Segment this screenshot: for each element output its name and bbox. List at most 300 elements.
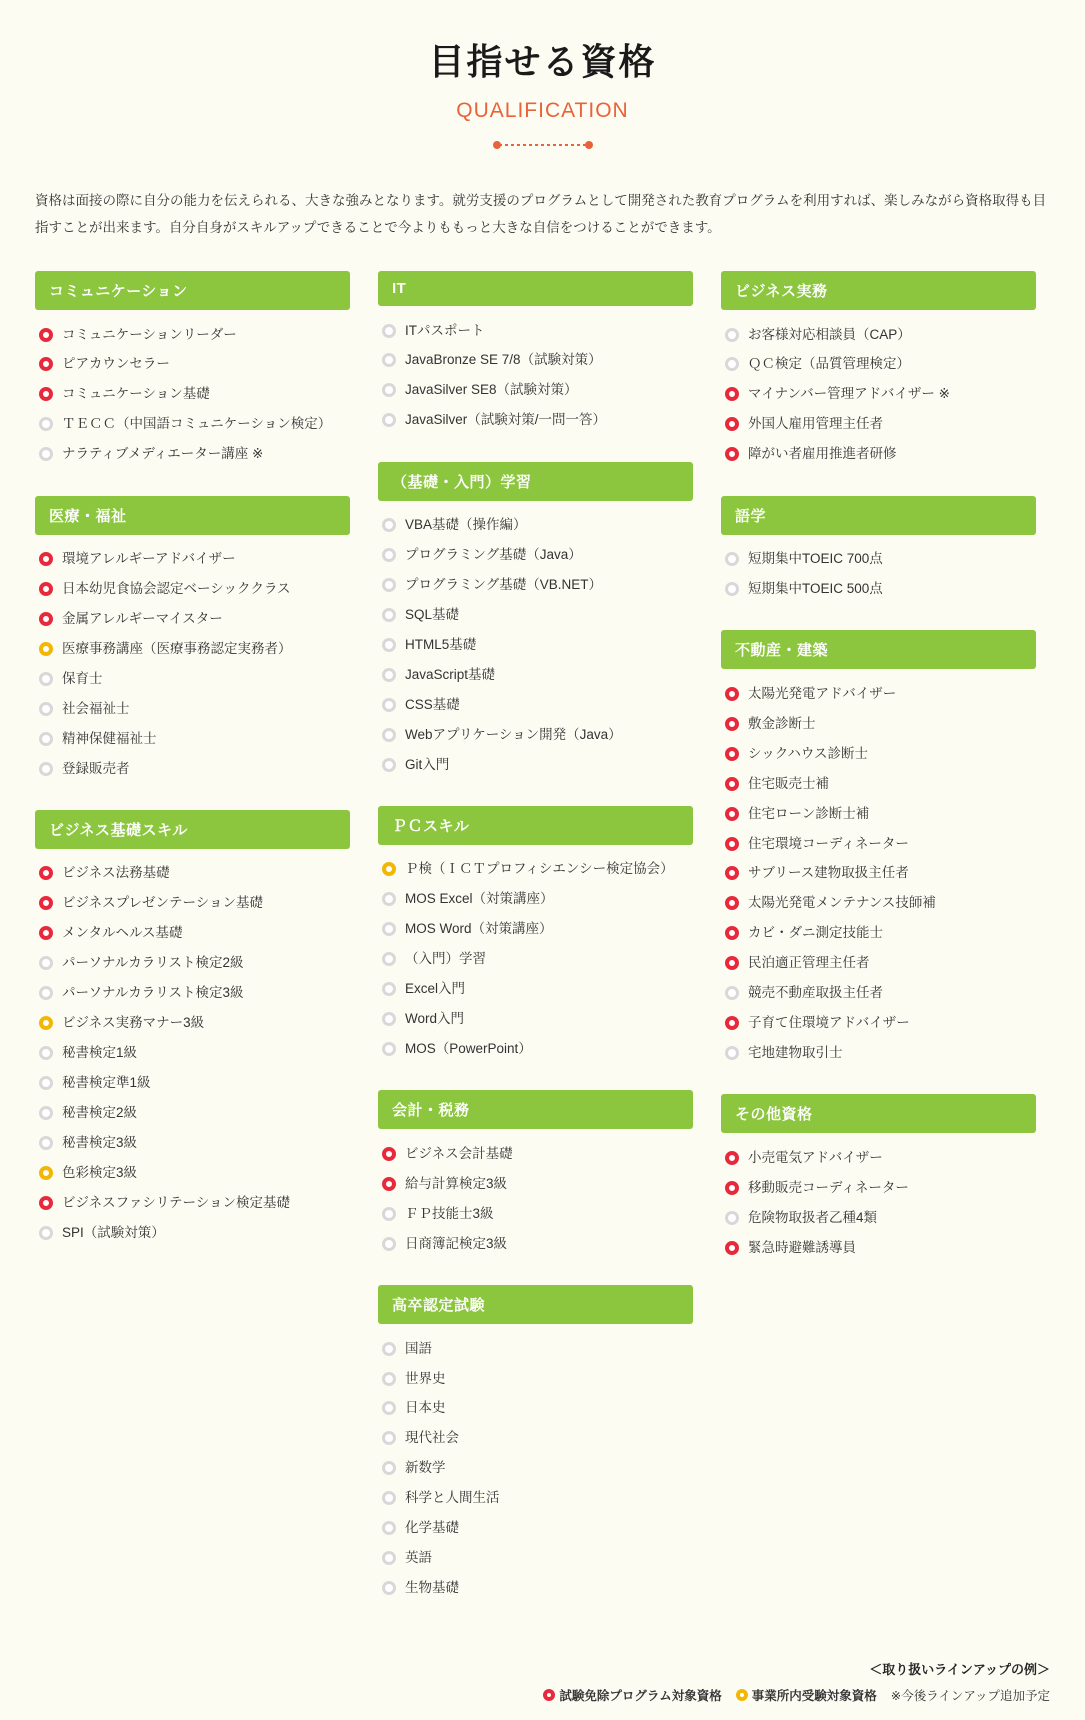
list-item xyxy=(35,545,350,575)
bullet-gray-icon xyxy=(725,986,739,1000)
list-item-label: 日本史 xyxy=(405,1400,446,1416)
divider-dot-right xyxy=(585,141,593,149)
bullet-gray-icon xyxy=(382,413,396,427)
list-item xyxy=(35,754,350,784)
list-item xyxy=(721,949,1036,979)
bullet-gray-icon xyxy=(39,1136,53,1150)
qualification-list xyxy=(35,545,350,784)
list-item-label: SQL基礎 xyxy=(405,606,460,622)
list-item-label: 外国人雇用管理主任者 xyxy=(748,416,883,432)
list-item xyxy=(378,1005,693,1035)
list-item-label: 敷金診断士 xyxy=(748,715,816,731)
list-item xyxy=(378,1334,693,1364)
list-item-label: 世界史 xyxy=(405,1370,446,1386)
list-item xyxy=(378,720,693,750)
list-item xyxy=(721,1143,1036,1173)
bullet-gray-icon xyxy=(39,762,53,776)
list-item xyxy=(721,1203,1036,1233)
list-item xyxy=(378,1544,693,1574)
list-item-label: コミュニケーション基礎 xyxy=(62,386,210,402)
bullet-gray-icon xyxy=(382,518,396,532)
list-item-label: ＦＰ技能士3級 xyxy=(405,1205,494,1221)
group-heading: IT xyxy=(378,271,693,306)
list-item xyxy=(378,1169,693,1199)
list-item xyxy=(35,1218,350,1248)
bullet-gray-icon xyxy=(382,1431,396,1445)
list-item xyxy=(378,1229,693,1259)
list-item-label: 国語 xyxy=(405,1340,432,1356)
list-item xyxy=(721,679,1036,709)
list-item xyxy=(721,320,1036,350)
list-item xyxy=(378,1484,693,1514)
bullet-gray-icon xyxy=(382,922,396,936)
list-item xyxy=(721,889,1036,919)
bullet-yellow-icon xyxy=(736,1689,748,1701)
qualification-group xyxy=(721,1094,1036,1263)
list-item-label: 住宅ローン診断士補 xyxy=(748,805,870,821)
list-item-label: Webアプリケーション開発（Java） xyxy=(405,726,622,742)
list-item xyxy=(721,799,1036,829)
group-heading: 会計・税務 xyxy=(378,1090,693,1129)
bullet-gray-icon xyxy=(382,1581,396,1595)
list-item-label: ITパスポート xyxy=(405,322,485,338)
group-heading: 高卒認定試験 xyxy=(378,1285,693,1324)
list-item xyxy=(378,915,693,945)
list-item xyxy=(721,709,1036,739)
bullet-gray-icon xyxy=(382,1012,396,1026)
list-item xyxy=(378,630,693,660)
bullet-red-icon xyxy=(725,417,739,431)
list-item-label: Excel入門 xyxy=(405,981,466,997)
list-item xyxy=(378,600,693,630)
bullet-red-icon xyxy=(725,1181,739,1195)
list-item xyxy=(378,1035,693,1065)
bullet-gray-icon xyxy=(725,328,739,342)
list-item xyxy=(721,1233,1036,1263)
bullet-yellow-icon xyxy=(39,1016,53,1030)
bullet-gray-icon xyxy=(382,1342,396,1356)
list-item-label: JavaScript基礎 xyxy=(405,666,496,682)
qualification-group xyxy=(35,810,350,1248)
list-item xyxy=(378,1394,693,1424)
page-title: 目指せる資格 xyxy=(428,41,657,82)
list-item xyxy=(35,1188,350,1218)
legend-title: ＜取り扱いラインアップの例＞ xyxy=(869,1662,1050,1678)
list-item-label: HTML5基礎 xyxy=(405,636,477,652)
legend-row xyxy=(35,1686,1050,1704)
qualification-column xyxy=(35,271,350,1274)
list-item-label: （入門）学習 xyxy=(405,951,486,967)
list-item-label: 保育士 xyxy=(62,670,103,686)
bullet-red-icon xyxy=(725,747,739,761)
list-item-label: 金属アレルギーマイスター xyxy=(62,610,223,626)
qualification-list xyxy=(378,1139,693,1259)
list-item-label: 秘書検定3級 xyxy=(62,1134,138,1150)
qualification-list xyxy=(721,1143,1036,1263)
bullet-gray-icon xyxy=(39,1076,53,1090)
bullet-red-icon xyxy=(725,1151,739,1165)
list-item-label: 給与計算検定3級 xyxy=(405,1175,508,1191)
qualification-list xyxy=(378,511,693,780)
bullet-gray-icon xyxy=(725,552,739,566)
list-item xyxy=(721,575,1036,605)
list-item xyxy=(378,346,693,376)
list-item xyxy=(721,919,1036,949)
list-item-label: ピアカウンセラー xyxy=(62,356,170,372)
list-item-label: 科学と人間生活 xyxy=(405,1490,500,1506)
bullet-gray-icon xyxy=(39,417,53,431)
list-item xyxy=(378,945,693,975)
list-item xyxy=(35,380,350,410)
list-item-label: パーソナルカラリスト検定3級 xyxy=(62,985,244,1001)
bullet-gray-icon xyxy=(382,1372,396,1386)
bullet-gray-icon xyxy=(382,952,396,966)
list-item xyxy=(35,1039,350,1069)
bullet-red-icon xyxy=(725,926,739,940)
qualification-group xyxy=(35,496,350,784)
bullet-red-icon xyxy=(725,777,739,791)
bullet-gray-icon xyxy=(39,1226,53,1240)
list-item-label: 新数学 xyxy=(405,1460,446,1476)
intro-paragraph: 資格は面接の際に自分の能力を伝えられる、大きな強みとなります。就労支援のプログラムとして開発された教育プログラムを利用すれば、楽しみながら資格取得も目指すことが出来ます。自分自身がスキルアップできることで今よりももっと大きな自信をつけることができます。 xyxy=(35,193,1047,235)
legend-entry-label: 試験免除プログラム対象資格 xyxy=(559,1689,722,1704)
bullet-gray-icon xyxy=(382,668,396,682)
list-item xyxy=(35,1158,350,1188)
list-item-label: シックハウス診断士 xyxy=(748,745,869,761)
bullet-red-icon xyxy=(725,1241,739,1255)
list-item-label: 小売電気アドバイザー xyxy=(748,1149,883,1165)
list-item xyxy=(35,724,350,754)
list-item-label: 日商簿記検定3級 xyxy=(405,1235,508,1251)
list-item-label: ビジネス法務基礎 xyxy=(62,865,170,881)
bullet-red-icon xyxy=(39,896,53,910)
list-item-label: ナラティブメディエーター講座 ※ xyxy=(62,446,264,462)
group-heading: 医療・福祉 xyxy=(35,496,350,535)
list-item-label: パーソナルカラリスト検定2級 xyxy=(62,955,244,971)
list-item xyxy=(35,320,350,350)
list-item-label: 短期集中TOEIC 500点 xyxy=(748,581,883,597)
bullet-red-icon xyxy=(543,1689,555,1701)
bullet-gray-icon xyxy=(39,732,53,746)
list-item xyxy=(35,410,350,440)
list-item-label: JavaSilver（試験対策/一問一答） xyxy=(405,412,607,428)
qualification-group xyxy=(721,271,1036,470)
bullet-gray-icon xyxy=(382,1401,396,1415)
bullet-gray-icon xyxy=(382,638,396,652)
list-item-label: Ｐ検（ＩＣＴプロフィシエンシー検定協会） xyxy=(405,861,674,877)
list-item-label: 化学基礎 xyxy=(405,1520,459,1536)
bullet-gray-icon xyxy=(382,698,396,712)
bullet-gray-icon xyxy=(382,548,396,562)
bullet-red-icon xyxy=(39,926,53,940)
bullet-red-icon xyxy=(39,552,53,566)
list-item xyxy=(721,1009,1036,1039)
list-item-label: 太陽光発電メンテナンス技師補 xyxy=(748,895,936,911)
list-item-label: MOS Word（対策講座） xyxy=(405,921,553,937)
group-heading: ビジネス基礎スキル xyxy=(35,810,350,849)
list-item-label: プログラミング基礎（VB.NET） xyxy=(405,577,602,593)
list-item-label: ビジネス会計基礎 xyxy=(405,1145,513,1161)
list-item-label: Git入門 xyxy=(405,756,450,772)
bullet-gray-icon xyxy=(382,728,396,742)
list-item xyxy=(35,440,350,470)
list-item-label: メンタルヘルス基礎 xyxy=(62,925,183,941)
list-item xyxy=(378,541,693,571)
bullet-red-icon xyxy=(382,1177,396,1191)
bullet-red-icon xyxy=(725,1016,739,1030)
qualification-list xyxy=(721,679,1036,1068)
bullet-red-icon xyxy=(39,328,53,342)
list-item-label: VBA基礎（操作編） xyxy=(405,517,527,533)
bullet-gray-icon xyxy=(39,956,53,970)
bullet-gray-icon xyxy=(382,1521,396,1535)
list-item-label: 宅地建物取引士 xyxy=(748,1045,843,1061)
list-item xyxy=(35,919,350,949)
bullet-gray-icon xyxy=(382,383,396,397)
group-heading: ビジネス実務 xyxy=(721,271,1036,310)
qualification-list xyxy=(35,859,350,1248)
list-item xyxy=(378,1424,693,1454)
legend-entry-label: 事業所内受験対象資格 xyxy=(751,1689,877,1704)
qualification-group xyxy=(378,806,693,1064)
legend-entry xyxy=(736,1686,877,1704)
bullet-yellow-icon xyxy=(39,642,53,656)
list-item xyxy=(378,511,693,541)
group-heading: ＰＣスキル xyxy=(378,806,693,845)
divider-line xyxy=(499,144,587,146)
list-item-label: CSS基礎 xyxy=(405,696,460,712)
list-item xyxy=(35,1068,350,1098)
list-item xyxy=(35,979,350,1009)
bullet-gray-icon xyxy=(382,578,396,592)
bullet-gray-icon xyxy=(382,1207,396,1221)
list-item-label: 現代社会 xyxy=(405,1430,459,1446)
list-item-label: 移動販売コーディネーター xyxy=(748,1179,909,1195)
list-item-label: 環境アレルギーアドバイザー xyxy=(62,551,236,567)
list-item-label: 秘書検定準1級 xyxy=(62,1074,151,1090)
list-item-label: Word入門 xyxy=(405,1011,465,1027)
list-item-label: 社会福祉士 xyxy=(62,700,130,716)
bullet-gray-icon xyxy=(382,1237,396,1251)
bullet-red-icon xyxy=(39,582,53,596)
bullet-gray-icon xyxy=(725,357,739,371)
bullet-red-icon xyxy=(39,612,53,626)
list-item xyxy=(378,690,693,720)
bullet-gray-icon xyxy=(382,1042,396,1056)
list-item xyxy=(35,1128,350,1158)
list-item xyxy=(378,406,693,436)
bullet-red-icon xyxy=(382,1147,396,1161)
list-item-label: マイナンバー管理アドバイザー ※ xyxy=(748,386,950,402)
bullet-red-icon xyxy=(725,807,739,821)
list-item xyxy=(35,350,350,380)
legend-entry xyxy=(543,1686,721,1704)
qualification-column xyxy=(378,271,693,1629)
list-item-label: カビ・ダニ測定技能士 xyxy=(748,925,883,941)
list-item-label: 精神保健福祉士 xyxy=(62,730,157,746)
bullet-red-icon xyxy=(39,1196,53,1210)
bullet-gray-icon xyxy=(382,982,396,996)
qualification-list xyxy=(378,1334,693,1603)
bullet-gray-icon xyxy=(382,758,396,772)
list-item xyxy=(35,604,350,634)
qualification-list xyxy=(721,545,1036,605)
bullet-red-icon xyxy=(39,866,53,880)
list-item-label: JavaSilver SE8（試験対策） xyxy=(405,382,578,398)
bullet-gray-icon xyxy=(382,892,396,906)
qualification-column xyxy=(721,271,1036,1289)
bullet-red-icon xyxy=(725,717,739,731)
list-item xyxy=(35,889,350,919)
bullet-red-icon xyxy=(725,866,739,880)
bullet-gray-icon xyxy=(39,1106,53,1120)
list-item xyxy=(721,410,1036,440)
bullet-red-icon xyxy=(39,357,53,371)
list-item-label: 太陽光発電アドバイザー xyxy=(748,685,897,701)
list-item-label: コミュニケーションリーダー xyxy=(62,326,237,342)
list-item-label: 住宅環境コーディネーター xyxy=(748,835,909,851)
list-item-label: 色彩検定3級 xyxy=(62,1164,138,1180)
list-item xyxy=(721,440,1036,470)
list-item-label: 秘書検定2級 xyxy=(62,1104,138,1120)
bullet-gray-icon xyxy=(39,447,53,461)
bullet-gray-icon xyxy=(39,1046,53,1060)
list-item xyxy=(721,769,1036,799)
list-item-label: 日本幼児食協会認定ベーシッククラス xyxy=(62,581,291,597)
list-item xyxy=(721,350,1036,380)
bullet-red-icon xyxy=(725,956,739,970)
qualification-group xyxy=(721,630,1036,1068)
list-item xyxy=(378,571,693,601)
list-item xyxy=(35,575,350,605)
legend-note: ※今後ラインアップ追加予定 xyxy=(890,1689,1050,1704)
page-subtitle: QUALIFICATION xyxy=(456,99,629,122)
qualification-group xyxy=(378,1285,693,1603)
bullet-gray-icon xyxy=(382,1461,396,1475)
list-item-label: 生物基礎 xyxy=(405,1580,459,1595)
group-heading: （基礎・入門）学習 xyxy=(378,462,693,501)
list-item-label: JavaBronze SE 7/8（試験対策） xyxy=(405,352,602,368)
list-item-label: 子育て住環境アドバイザー xyxy=(748,1015,910,1031)
group-heading: 不動産・建築 xyxy=(721,630,1036,669)
bullet-yellow-icon xyxy=(39,1166,53,1180)
bullet-gray-icon xyxy=(39,672,53,686)
bullet-yellow-icon xyxy=(382,862,396,876)
qualification-list xyxy=(721,320,1036,470)
list-item xyxy=(378,1514,693,1544)
list-item xyxy=(721,829,1036,859)
list-item-label: MOS（PowerPoint） xyxy=(405,1041,532,1057)
list-item xyxy=(378,975,693,1005)
list-item-label: 危険物取扱者乙種4類 xyxy=(748,1209,878,1225)
bullet-gray-icon xyxy=(382,1491,396,1505)
list-item xyxy=(35,859,350,889)
bullet-red-icon xyxy=(725,837,739,851)
bullet-gray-icon xyxy=(725,582,739,596)
list-item-label: 住宅販売士補 xyxy=(748,775,829,791)
list-item-label: MOS Excel（対策講座） xyxy=(405,891,554,907)
legend xyxy=(35,1659,1050,1704)
qualification-group xyxy=(721,496,1036,605)
bullet-red-icon xyxy=(725,896,739,910)
list-item-label: ＴＥＣＣ（中国語コミュニケーション検定） xyxy=(62,416,332,432)
list-item xyxy=(378,316,693,346)
list-item xyxy=(378,660,693,690)
list-item-label: 秘書検定1級 xyxy=(62,1045,138,1061)
list-item-label: 医療事務講座（医療事務認定実務者） xyxy=(62,640,292,656)
list-item-label: 民泊適正管理主任者 xyxy=(748,955,870,971)
bullet-gray-icon xyxy=(382,1551,396,1565)
list-item-label: 短期集中TOEIC 700点 xyxy=(748,551,883,567)
list-item-label: SPI（試験対策） xyxy=(62,1224,165,1240)
list-item xyxy=(721,380,1036,410)
qualification-group xyxy=(378,271,693,436)
qualification-columns xyxy=(0,241,1085,1629)
list-item xyxy=(35,634,350,664)
list-item-label: 登録販売者 xyxy=(62,760,130,776)
qualification-list xyxy=(378,855,693,1064)
group-heading: コミュニケーション xyxy=(35,271,350,310)
list-item xyxy=(721,1039,1036,1069)
bullet-gray-icon xyxy=(382,324,396,338)
bullet-red-icon xyxy=(725,447,739,461)
list-item xyxy=(721,979,1036,1009)
list-item xyxy=(378,1574,693,1604)
bullet-red-icon xyxy=(39,387,53,401)
bullet-gray-icon xyxy=(382,608,396,622)
list-item-label: 英語 xyxy=(405,1550,432,1566)
list-item xyxy=(35,949,350,979)
list-item xyxy=(35,1009,350,1039)
group-heading: その他資格 xyxy=(721,1094,1036,1133)
list-item xyxy=(721,1173,1036,1203)
list-item xyxy=(378,376,693,406)
list-item xyxy=(378,1364,693,1394)
list-item-label: 障がい者雇用推進者研修 xyxy=(748,446,897,462)
list-item xyxy=(378,1139,693,1169)
bullet-gray-icon xyxy=(382,353,396,367)
list-item-label: プログラミング基礎（Java） xyxy=(405,547,582,563)
list-item-label: ビジネス実務マナー3級 xyxy=(62,1015,205,1031)
decorative-divider xyxy=(493,139,593,151)
list-item-label: サブリース建物取扱主任者 xyxy=(748,865,909,881)
list-item xyxy=(35,664,350,694)
list-item xyxy=(721,859,1036,889)
list-item-label: お客様対応相談員（CAP） xyxy=(748,326,911,342)
list-item xyxy=(378,855,693,885)
qualification-group xyxy=(378,1090,693,1259)
list-item-label: 競売不動産取扱主任者 xyxy=(748,985,883,1001)
qualification-list xyxy=(35,320,350,470)
group-heading: 語学 xyxy=(721,496,1036,535)
qualification-group xyxy=(35,271,350,470)
list-item xyxy=(721,545,1036,575)
bullet-gray-icon xyxy=(39,986,53,1000)
bullet-gray-icon xyxy=(725,1211,739,1225)
list-item-label: 緊急時避難誘導員 xyxy=(748,1239,856,1255)
bullet-red-icon xyxy=(725,687,739,701)
bullet-gray-icon xyxy=(39,702,53,716)
list-item xyxy=(35,694,350,724)
list-item-label: ビジネスプレゼンテーション基礎 xyxy=(62,895,264,911)
qualification-list xyxy=(378,316,693,436)
bullet-red-icon xyxy=(725,387,739,401)
list-item xyxy=(378,1454,693,1484)
list-item xyxy=(378,885,693,915)
list-item-label: ビジネスファシリテーション検定基礎 xyxy=(62,1194,291,1210)
list-item-label: ＱＣ検定（品質管理検定） xyxy=(748,356,910,372)
qualification-group xyxy=(378,462,693,780)
